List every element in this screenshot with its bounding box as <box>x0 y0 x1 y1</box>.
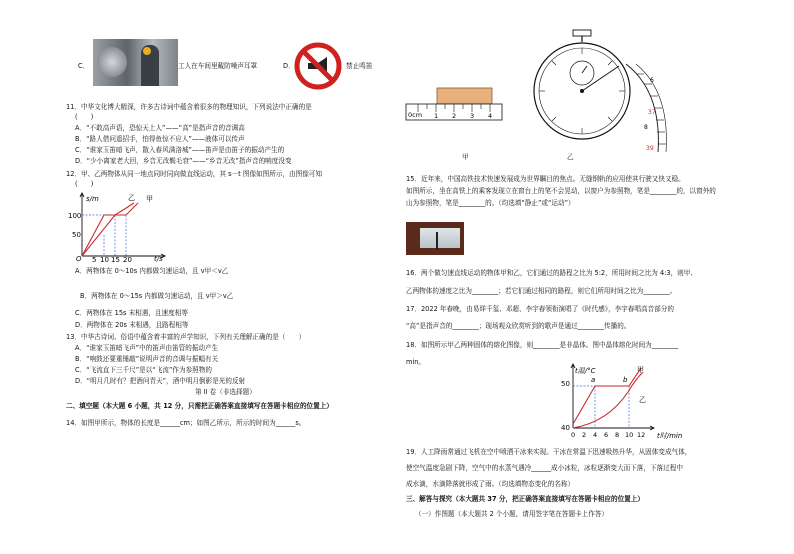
xtick-15: 15 <box>111 256 120 262</box>
dial-num-6: 6 <box>650 77 654 84</box>
dial-num-37: 37 <box>648 109 656 116</box>
xtick-5: 5 <box>92 256 97 262</box>
q13-option-d: D．“明月几时有？把酒问青天”，酒中明月倒影是光的反射 <box>75 377 246 385</box>
q13-option-c: C．“飞流直下三千尺”是以“飞流”作为参照物的 <box>75 366 212 374</box>
xtick-6: 6 <box>604 431 609 439</box>
section-3-heading: 三、解答与探究（本大题共 37 分，把正确答案直接填写在答题卡相应的位置上） <box>406 495 644 503</box>
figure-jia-label: 甲 <box>462 153 469 161</box>
q18-line-1: 18．如图所示甲乙两种固体的熔化图像，则________是非晶体。图中晶体熔化时间为________ <box>406 341 679 349</box>
pen-on-sill <box>436 232 438 250</box>
curve-jia <box>573 368 641 424</box>
xtick-4: 4 <box>593 431 598 439</box>
xtick-10: 10 <box>625 431 634 439</box>
xtick-20: 20 <box>123 256 132 262</box>
temp-axis-label: t温/°C <box>575 367 596 375</box>
window-view <box>420 228 460 248</box>
q14-stem: 14．如图甲所示，物体的长度是______cm；如图乙所示，所示的时间为______s。 <box>66 419 306 427</box>
q13-option-a: A．“谁家玉笛暗飞声”中的笛声由笛管的振动产生 <box>75 344 219 352</box>
option-c-label: C． <box>78 62 90 70</box>
q19-line-2: 使空气温度急剧下降，空气中的水蒸气遇冷______成小冰粒，冰粒逐渐变大而下落，下落过程中 <box>406 464 683 472</box>
q15-line-1: 15．近年来，中国高铁技术快速发展成为世界瞩目的焦点。无缝钢轨的应用使其行驶又快又稳。 <box>406 175 685 183</box>
q19-line-1: 19．人工降雨常通过飞机在空中喷洒干冰来实现。干冰在常温下迅速吸热升华，从固体变成气体， <box>406 448 692 456</box>
stopwatch-icon <box>527 28 637 140</box>
q12-option-b: B．两物体在 0～15s 内都做匀速运动，且 v甲＞v乙 <box>80 292 234 300</box>
figure-yi-label: 乙 <box>567 153 574 161</box>
t-axis-label: t/s <box>154 255 163 262</box>
xtick-8: 8 <box>615 431 620 439</box>
dial-num-39: 39 <box>646 145 654 152</box>
q13-option-b: B．“响鼓还要重锤敲”说明声音的音调与振幅有关 <box>75 355 219 363</box>
magnified-dial-scale <box>622 62 672 154</box>
ytick-40: 40 <box>561 424 570 432</box>
xtick-12: 12 <box>637 431 646 439</box>
xtick-2: 2 <box>582 431 587 439</box>
q16-line-1: 16．两个做匀速直线运动的物体甲和乙，它们通过的路程之比为 5:2，所用时间之比为 4:3，则甲、 <box>406 269 697 277</box>
ruler-figure <box>404 84 504 124</box>
xtick-10: 10 <box>100 256 109 262</box>
option-c-caption: 工人在车间里戴防噪声耳罩 <box>178 62 258 70</box>
label-jia: 甲 <box>146 195 153 203</box>
q11-stem: 11．中华文化博大精深，许多古诗词中蕴含着很多的物理知识，下列说法中正确的是 <box>66 103 312 111</box>
point-a-label: a <box>591 376 596 384</box>
q15-line-2: 如图所示，坐在高铁上的乘客发现立在窗台上的笔不会晃动，以窗户为参照物，笔是________的，以窗外的 <box>406 187 716 195</box>
option-d-caption: 禁止鸣笛 <box>346 62 373 70</box>
q17-line-1: 17．2022 年春晚，由易烊千玺、邓超、李宇春领衔演唱了《时代感》，李宇春唱高音部分的 <box>406 305 674 313</box>
q12-option-a: A．两物体在 0～10s 内都做匀速运动，且 v甲＜v乙 <box>75 267 229 275</box>
q15-line-3: 山为参照物，笔是________的。（均选填“静止”或“运动”） <box>406 199 575 207</box>
ruler-unit-label: 0cm <box>408 111 423 119</box>
ruler-mark-1: 1 <box>434 112 439 120</box>
section-2-heading: 二、填空题（本大题 6 小题，共 12 分，只需把正确答案直接填写在答题卡相应的位置上） <box>66 402 333 410</box>
factory-worker-photo <box>93 39 178 86</box>
ytick-100: 100 <box>68 212 82 220</box>
s-axis-label: s/m <box>86 195 99 203</box>
q16-line-2: 乙两物体的速度之比为________；若它们通过相同的路程，则它们所用时间之比为________。 <box>406 287 677 295</box>
q12-paren: ( ) <box>75 180 94 188</box>
q17-line-2: “高”是指声音的________；现场观众欣赏听到的歌声是通过________传播的。 <box>406 322 631 330</box>
q18-line-2: min。 <box>406 358 426 366</box>
curve-jia-label: 甲 <box>637 366 644 374</box>
q11-option-a: A．“不敢高声语，恐惊天上人”——“高”是指声音的音调高 <box>75 124 245 132</box>
train-window-photo <box>406 222 464 255</box>
q11-paren: ( ) <box>75 113 94 121</box>
q11-option-c: C．“谁家玉笛暗飞声，散入春风满洛城”——笛声是由笛子的振动产生的 <box>75 146 285 154</box>
measured-block <box>437 88 492 104</box>
ear-muff <box>143 47 151 55</box>
ruler-mark-4: 4 <box>488 112 493 120</box>
st-graph <box>68 190 168 262</box>
ytick-50: 50 <box>72 231 81 239</box>
xtick-0: 0 <box>571 431 576 439</box>
curve-yi-label: 乙 <box>639 396 646 404</box>
ruler-mark-3: 3 <box>470 112 475 120</box>
q12-option-c: C．两物体在 15s 末相遇，且速度相等 <box>75 309 188 317</box>
no-horn-sign-icon <box>293 41 343 91</box>
label-yi: 乙 <box>128 194 135 202</box>
melting-graph <box>553 362 693 440</box>
volume-2-heading: 第 II 卷（非选择题） <box>195 388 256 396</box>
dial-num-8: 8 <box>644 124 648 131</box>
q13-stem: 13．中华古诗词、俗语中蕴含着丰富的声学知识，下列有关理解正确的是（ ） <box>66 333 306 341</box>
q12-stem: 12．甲、乙两物体从同一地点同时同向做直线运动，其 s－t 图像如图所示，由图像可知 <box>66 170 322 178</box>
origin-label: O <box>76 255 82 262</box>
ytick-50: 50 <box>561 380 570 388</box>
q11-option-b: B．“路人借问遥招手，怕得鱼惊不应人”——液体可以传声 <box>75 135 245 143</box>
point-b-label: b <box>623 376 628 384</box>
q11-option-d: D．“少小离家老大回，乡音无改鬓毛衰”——“乡音无改”指声音的响度没变 <box>75 157 292 165</box>
machine-drum <box>97 47 127 77</box>
q19-line-3: 成水滴，水滴降落就形成了雨。（均选填物态变化的名称） <box>406 480 575 488</box>
option-d-label: D． <box>283 62 295 70</box>
ruler-mark-2: 2 <box>452 112 457 120</box>
time-axis-label: t时/min <box>657 432 683 440</box>
q12-option-d: D．两物体在 20s 末相遇，且路程相等 <box>75 321 189 329</box>
section-3-subheading: （一）作图题（本大题共 2 个小题，请用签字笔在答题卡上作答） <box>415 510 609 518</box>
